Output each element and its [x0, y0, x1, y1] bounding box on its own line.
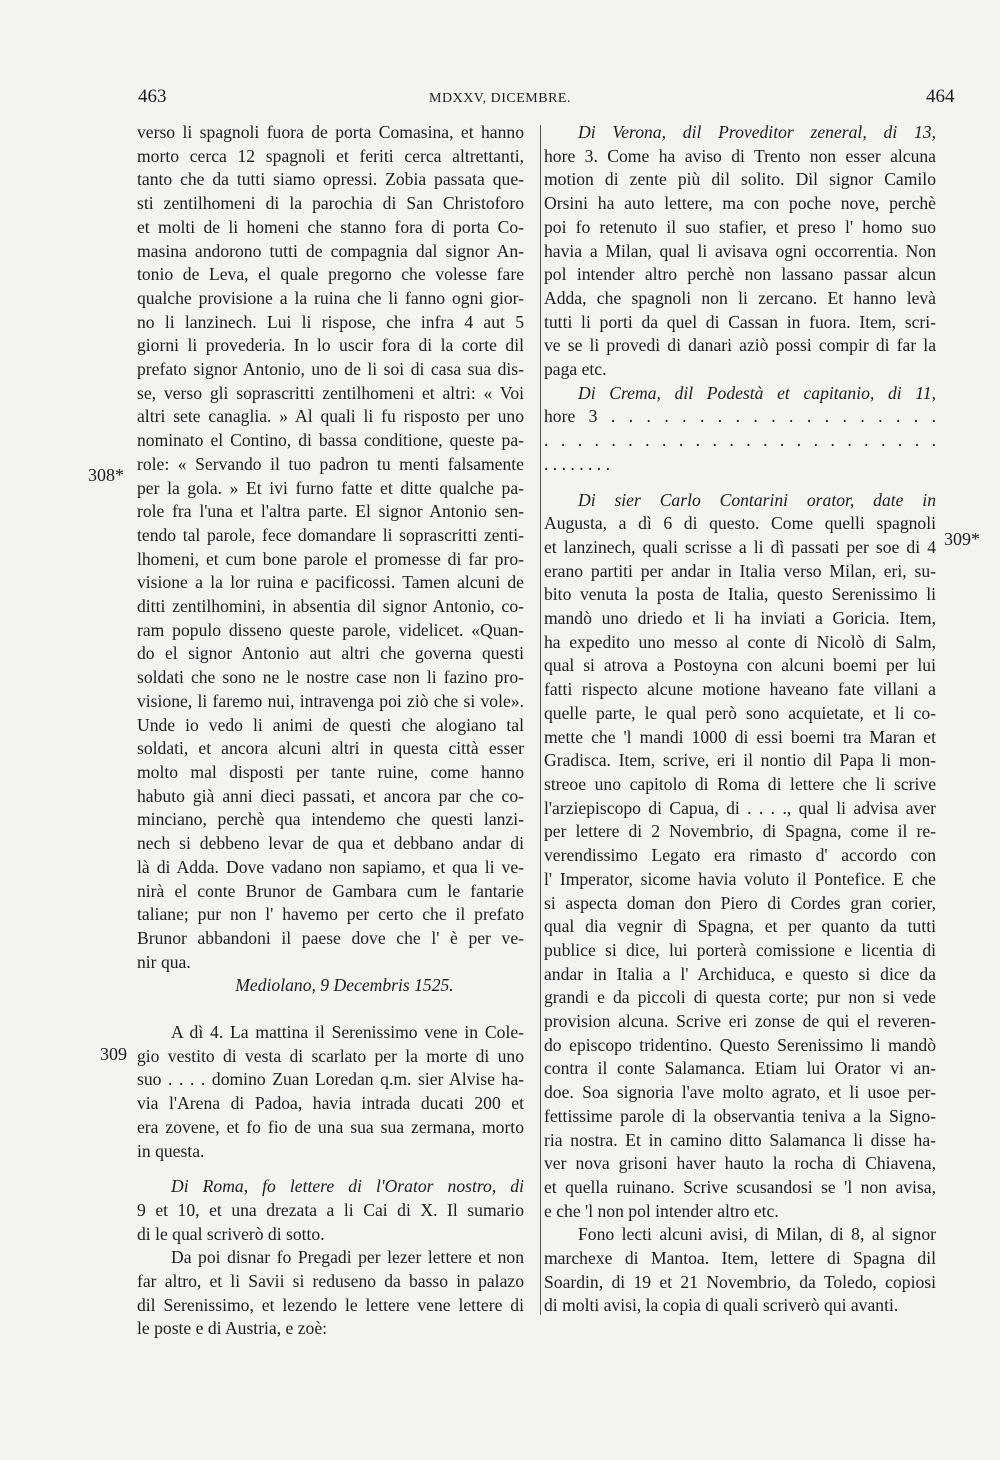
- text-line: verendissimo Legato era rimasto d' accordo con: [544, 845, 936, 866]
- left-page-number: 463: [138, 86, 167, 107]
- text-line: nominato el Contino, di bassa conditione, queste pa-: [137, 430, 524, 451]
- left-paragraph-2: [137, 1021, 524, 1163]
- text-line: erano partiti per andar in Italia verso Milan, eri, su-: [544, 560, 936, 581]
- text-line: A dì 4. La mattina il Serenissimo vene in Cole-: [171, 1022, 524, 1043]
- text-line: havia a Milan, qual li avisava ogni occorrentia. Non: [544, 240, 936, 261]
- text-line: suo . . . . domino Zuan Loredan q.m. sier Alvise ha-: [137, 1069, 524, 1090]
- text-line: le poste e di Austria, e zoè:: [137, 1318, 328, 1339]
- text-line: taliane; pur non l' havemo per certo che il prefato: [137, 904, 524, 925]
- text-line: Augusta, a dì 6 di questo. Come quelli spagnoli: [544, 513, 936, 534]
- text-line: se, verso gli soprascritti zentilhomeni et altri: « Voi: [137, 382, 524, 403]
- text-line: di molti avisi, la copia di quali scriverò qui avanti.: [544, 1295, 899, 1316]
- text-line: visione, li faremo nui, intravenga poi ziò che si vole».: [137, 690, 524, 711]
- text-line: prefato signor Antonio, uno de li soi di casa sua dis-: [137, 359, 524, 380]
- text-line: contra il conte Salamanca. Etiam lui Orator vi an-: [544, 1058, 936, 1079]
- text-line: Orsini ha auto lettere, ma con poche nove, perchè: [544, 193, 936, 214]
- text-line: gio vestito di vesta di scarlato per la morte di uno: [137, 1045, 524, 1066]
- text-line: et molti de li homeni che stanno fora di porta Co-: [137, 216, 524, 237]
- text-line: e che 'l non pol intender altro etc.: [544, 1200, 779, 1221]
- text-line: giorni li provederia. In lo uscir fora di la corte dil: [137, 335, 524, 356]
- text-line: fatti rispecto alcune motione haveano fate villani a: [544, 679, 936, 700]
- text-line: . . . . . . . .: [544, 453, 610, 474]
- text-line: andar in Italia a l' Archiduca, e questo si dice da: [544, 963, 936, 984]
- text-line: pol intender altro perchè non lassano passar alcun: [544, 264, 936, 285]
- text-line: nir qua.: [137, 951, 191, 972]
- text-line: altri sete canaglia. » Al quali li fu risposto per uno: [137, 406, 524, 427]
- text-line: dil Serenissimo, et lezendo le lettere vene lettere di: [137, 1294, 524, 1315]
- text-line: provision alcuna. Scrive eri zonse de qui el reveren-: [544, 1011, 936, 1032]
- right-paragraph-2: [544, 382, 936, 477]
- text-line: do episcopo tridentino. Questo Serenissimo li mandò: [544, 1034, 936, 1055]
- column-divider: [540, 125, 541, 1315]
- text-line: . . . . . . . . . . . . . . . . . . . . . . . .: [544, 430, 936, 451]
- text-line: era zovene, et fo fio de una sua sua zermana, morto: [137, 1116, 524, 1137]
- text-line: et quella ruinano. Scrive scusandosi se 'l non avisa,: [544, 1176, 936, 1197]
- text-line: habuto già anni dieci passati, et ancora par che co-: [137, 785, 524, 806]
- text-line: Gradisca. Item, scrive, eri il nontio dil Papa li mon-: [544, 750, 936, 771]
- text-line: di le qual scriverò di sotto.: [137, 1223, 325, 1244]
- text-line: 9 et 10, et una drezata a li Cai di X. Il sumario: [137, 1199, 524, 1220]
- right-page-number: 464: [926, 86, 955, 107]
- text-line: no li lanzinech. Lui li rispose, che infra 4 aut 5: [137, 311, 524, 332]
- text-line: si aspecta doman don Piero di Cordes gran corier,: [544, 892, 936, 913]
- text-line: soldati, et ancora alcuni altri in questa città esser: [137, 738, 524, 759]
- dateline-signature: Mediolano, 9 Decembris 1525.: [235, 975, 454, 996]
- text-line: ver nova grisoni haver hauto la rocha di Chiavena,: [544, 1153, 936, 1174]
- text-line: tonio de Leva, el quale pregorno che volesse fare: [137, 264, 524, 285]
- text-line: ha expedito uno messo al conte di Nicolò di Salm,: [544, 631, 936, 652]
- right-paragraph-1: [544, 121, 936, 382]
- text-line: far altro, et li Savii si reduseno da basso in palazo: [137, 1271, 524, 1292]
- text-line: Di sier Carlo Contarini orator, date in: [578, 489, 936, 510]
- text-line: soldati che sono ne le nostre case non li fazino pro-: [137, 667, 524, 688]
- text-line: Soardin, di 19 et 21 Novembrio, da Toledo, copiosi: [544, 1271, 936, 1292]
- text-line: sti zentilhomeni di la parochia di San Christoforo: [137, 193, 524, 214]
- spacer: [137, 1163, 524, 1175]
- text-line: qualche provisione a la ruina che li fanno ogni gior-: [137, 287, 524, 308]
- text-line: lhomeni, et cum bone parole el promesse di far pro-: [137, 548, 524, 569]
- text-line: Di Roma, fo lettere di l'Orator nostro, di: [171, 1176, 524, 1197]
- text-line: ria nostra. Et in camino ditto Salamanca li disse ha-: [544, 1129, 936, 1150]
- text-line: Fono lecti alcuni avisi, di Milan, di 8, al signor: [578, 1224, 936, 1245]
- text-line: et lanzinech, quali scrisse a li dì passati per soe di 4: [544, 536, 936, 557]
- text-line: ram populo disseno queste parole, videlicet. «Quan-: [137, 619, 524, 640]
- text-line: fettissime parole di la observantia teniva a la Signo-: [544, 1105, 936, 1126]
- text-line: hore 3. Come ha aviso di Trento non esser alcuna: [544, 145, 936, 166]
- left-paragraph-3: [137, 1175, 524, 1246]
- right-paragraph-3: [544, 489, 936, 1224]
- text-line: verso li spagnoli fuora de porta Comasina, et hanno: [137, 122, 524, 142]
- spacer: [544, 477, 936, 489]
- text-line: Di Crema, dil Podestà et capitanio, di 11,: [578, 382, 936, 403]
- text-line: qual si atrova a Postoyna con alcuni boemi per lui: [544, 655, 936, 676]
- text-line: role: « Servando il tuo padron tu menti falsamente: [137, 453, 524, 474]
- text-line: molto mal disposti per tante ruine, come hanno: [137, 761, 524, 782]
- text-line: Di Verona, dil Proveditor zeneral, di 13,: [578, 122, 936, 142]
- text-line: publice si dice, lui porterà comissione e licentia di: [544, 939, 936, 960]
- text-line: doe. Soa signoria l'ave molto agrato, et li usoe per-: [544, 1082, 936, 1103]
- text-line: l'arziepiscopo di Capua, di . . . ., qual li advisa aver: [544, 797, 936, 818]
- text-line: tendo tal parole, fece domandare li soprascritti zenti-: [137, 524, 524, 545]
- right-column: [544, 121, 936, 1318]
- text-line: in questa.: [137, 1140, 205, 1161]
- text-line: ve se li provedi di danari aziò possi compir di far la: [544, 335, 936, 356]
- left-column: [137, 121, 524, 1341]
- text-line: nech si debbeno levar de qua et debbano andar di: [137, 833, 524, 854]
- text-line: bito venuta la posta de Italia, questo Serenissimo li: [544, 584, 936, 605]
- right-paragraph-4: [544, 1223, 936, 1318]
- text-line: ditti zentilhomini, in absentia dil signor Antonio, co-: [137, 596, 524, 617]
- text-line: minciano, perchè qua intendemo che questi lanzi-: [137, 809, 524, 830]
- text-line: tutti li porti da quel di Cassan in fuora. Item, scri-: [544, 311, 936, 332]
- text-line: masina andorono tutti de compagnia dal signor An-: [137, 240, 524, 261]
- margin-number-308: 308*: [88, 465, 124, 485]
- text-line: visione a la lor ruina e pacificossi. Tamen alcuni de: [137, 572, 524, 593]
- text-line: marchexe di Mantoa. Item, lettere di Spagna dil: [544, 1248, 936, 1269]
- text-line: tanto che da tutti siamo opressi. Zobia passata que-: [137, 169, 524, 190]
- text-line: là di Adda. Dove vadano non sapiamo, et qua li ve-: [137, 856, 524, 877]
- text-line: via l'Arena di Padoa, havia intrada ducati 200 et: [137, 1093, 524, 1114]
- text-line: motion di zente più dil solito. Dil signor Camilo: [544, 169, 936, 190]
- text-line: quelle parte, le qual però sono acquietate, et li co-: [544, 702, 936, 723]
- text-line: per lettere di 2 Novembrio, di Spagna, come il re-: [544, 821, 936, 842]
- text-line: morto cerca 12 spagnoli et feriti cerca altrettanti,: [137, 145, 524, 166]
- text-line: hore 3 . . . . . . . . . . . . . . . . . . .: [544, 406, 936, 427]
- text-line: streoe uno capitolo di Roma di lettere che li scrive: [544, 773, 936, 794]
- spacer: [137, 998, 524, 1021]
- text-line: Brunor abbandoni il paese dove che l' è per ve-: [137, 927, 524, 948]
- text-line: mette che 'l mandi 1000 di essi boemi tra Maran et: [544, 726, 936, 747]
- text-line: nirà el conte Brunor de Gambara cum le fantarie: [137, 880, 524, 901]
- margin-number-309: 309: [100, 1044, 127, 1064]
- text-line: l' Imperator, sicome havia voluto il Pontefice. E che: [544, 868, 936, 889]
- text-line: poi fo retenuto il suo stafier, et preso l' homo suo: [544, 216, 936, 237]
- text-line: Unde io vedo li animi de questi che alogiano tal: [137, 714, 524, 735]
- text-line: per la gola. » Et ivi furno fatte et ditte qualche pa-: [137, 477, 524, 498]
- text-line: grandi e da piccoli di questa corte; pur non si vede: [544, 987, 936, 1008]
- text-line: mandò uno driedo et li ha inviati a Goricia. Item,: [544, 608, 936, 629]
- text-line: role fra l'una et l'altra parte. El signor Antonio sen-: [137, 501, 524, 522]
- left-paragraph-4: [137, 1246, 524, 1341]
- text-line: Da poi disnar fo Pregadi per lezer lettere et non: [171, 1247, 524, 1268]
- running-header: MDXXV, DICEMBRE.: [429, 91, 571, 106]
- text-line: paga etc.: [544, 359, 607, 380]
- text-line: qual dia vegnir di Spagna, et per quanto da tutti: [544, 916, 936, 937]
- text-line: do el signor Antonio aut altri che governa questi: [137, 643, 524, 664]
- margin-number-309-star: 309*: [944, 529, 980, 549]
- text-line: Adda, che spagnoli non li zercano. Et hanno levà: [544, 287, 936, 308]
- left-paragraph-1: [137, 121, 524, 974]
